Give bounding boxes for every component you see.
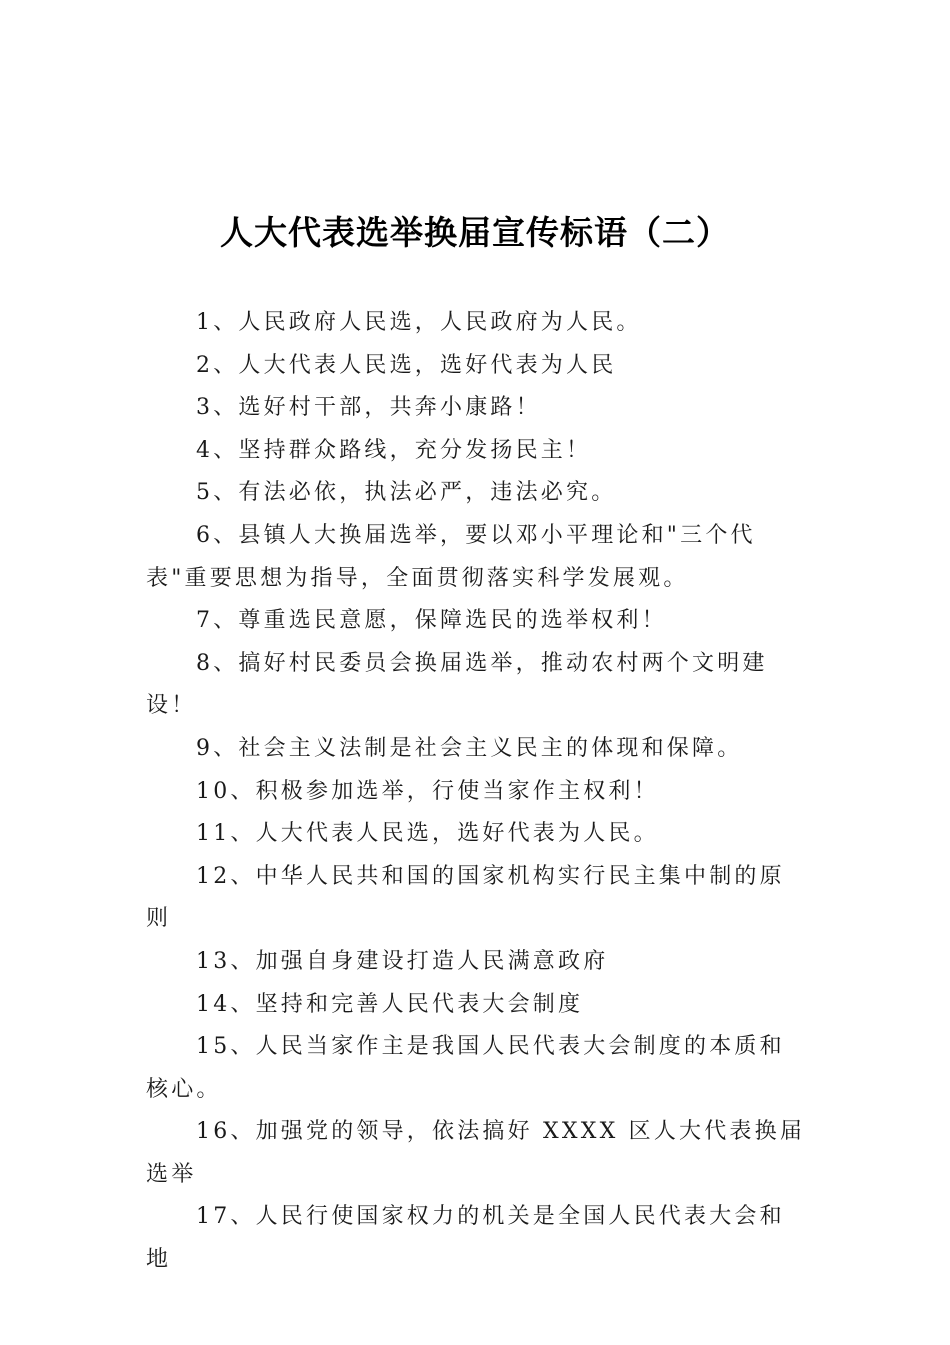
slogan-item: 3、选好村干部，共奔小康路！: [196, 395, 541, 421]
slogan-list: [146, 302, 806, 1282]
slogan-item: 6、县镇人大换届选举，要以邓小平理论和"三个代表"重要思想为指导，全面贯彻落实科学发展观。: [146, 522, 756, 591]
slogan-item: 13、加强自身建设打造人民满意政府: [196, 948, 609, 974]
slogan-item: 15、人民当家作主是我国人民代表大会制度的本质和核心。: [146, 1034, 785, 1102]
slogan-item: 4、坚持群众路线，充分发扬民主！: [196, 437, 592, 463]
slogan-item: 12、中华人民共和国的国家机构实行民主集中制的原则: [146, 863, 785, 932]
slogan-item: 8、搞好村民委员会换届选举，推动农村两个文明建设！: [146, 650, 768, 719]
slogan-item: 10、积极参加选举，行使当家作主权利！: [196, 778, 659, 804]
slogan-item: 17、人民行使国家权力的机关是全国人民代表大会和地: [146, 1204, 785, 1273]
slogan-item: 9、社会主义法制是社会主义民主的体现和保障。: [196, 735, 743, 761]
slogan-item: 1、人民政府人民选，人民政府为人民。: [196, 310, 642, 335]
document-title: 人大代表选举换届宣传标语（二）: [220, 213, 730, 252]
slogan-item: 5、有法必依，执法必严，违法必究。: [196, 480, 617, 506]
slogan-item: 2、人大代表人民选，选好代表为人民: [196, 352, 617, 378]
slogan-item: 16、加强党的领导，依法搞好 XXXX 区人大代表换届选举: [146, 1119, 806, 1187]
slogan-item: 7、尊重选民意愿，保障选民的选举权利！: [196, 608, 667, 634]
slogan-item: 11、人大代表人民选，选好代表为人民。: [196, 821, 659, 847]
slogan-item: 14、坚持和完善人民代表大会制度: [196, 991, 584, 1017]
